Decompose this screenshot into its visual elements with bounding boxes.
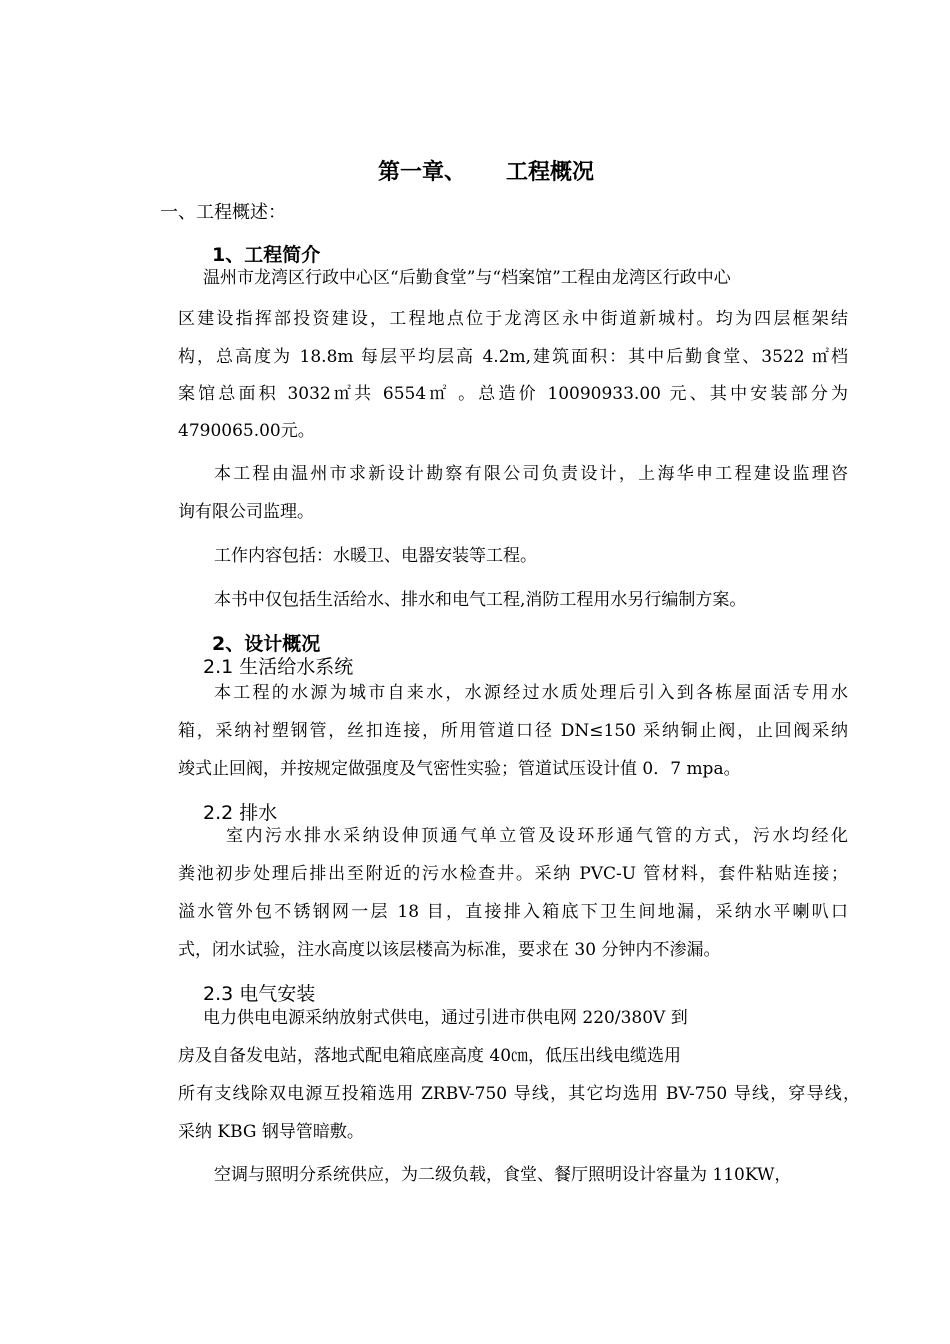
chapter-number: 第一章、 (378, 160, 467, 185)
chapter-name: 工程概况 (506, 160, 595, 185)
subsection-heading-overview: 1、工程简介 (212, 244, 321, 266)
paragraph-line: 室内污水排水采纳设伸顶通气单立管及设环形通气管的方式，污水均经化 (226, 826, 848, 846)
paragraph-line: 房及自备发电站，落地式配电箱底座高度 40㎝，低压出线电缆选用 (178, 1046, 682, 1066)
paragraph-line: 温州市龙湾区行政中心区“后勤食堂”与“档案馆”工程由龙湾区行政中心 (203, 268, 731, 288)
paragraph-line: 电力供电电源采纳放射式供电，通过引进市供电网 220/380V 到 (203, 1008, 688, 1028)
section-heading-electrical: 2.3 电气安装 (203, 983, 316, 1005)
paragraph-line: 本书中仅包括生活给水、排水和电气工程,消防工程用水另行编制方案。 (214, 590, 747, 610)
paragraph-line: 所有支线除双电源互投箱选用 ZRBV-750 导线，其它均选用 BV-750 导线，穿导线， (178, 1084, 860, 1104)
paragraph-line: 本工程的水源为城市自来水，水源经过水质处理后引入到各栋屋面活专用水 (214, 683, 848, 703)
chapter-title (378, 160, 594, 186)
section-heading: 一、工程概述： (160, 202, 286, 223)
paragraph-line: 构，总高度为 18.8m 每层平均层高 4.2m,建筑面积：其中后勤食堂、3522 ㎡档 (178, 347, 848, 367)
paragraph-line: 询有限公司监理。 (178, 502, 314, 522)
paragraph-line: 式，闭水试验，注水高度以该层楼高为标准，要求在 30 分钟内不渗漏。 (178, 940, 721, 960)
paragraph-line: 箱，采纳衬塑钢管，丝扣连接，所用管道口径 DN≤150 采纳铜止阀，止回阀采纳 (178, 721, 848, 741)
paragraph-line: 本工程由温州市求新设计勘察有限公司负责设计，上海华申工程建设监理咨 (214, 464, 848, 484)
paragraph-line: 采纳 KBG 钢导管暗敷。 (178, 1122, 364, 1142)
section-heading-drainage: 2.2 排水 (203, 802, 278, 824)
paragraph-line: 空调与照明分系统供应，为二级负载，食堂、餐厅照明设计容量为 110KW， (214, 1165, 792, 1185)
paragraph-line: 工作内容包括：水暖卫、电器安装等工程。 (214, 546, 537, 566)
paragraph-line: 竣式止回阀，并按规定做强度及气密性实验；管道试压设计值 0．7 mpa。 (178, 759, 741, 779)
paragraph-line: 区建设指挥部投资建设，工程地点位于龙湾区永中街道新城村。均为四层框架结 (178, 309, 848, 329)
paragraph-line: 4790065.00元。 (178, 421, 315, 441)
paragraph-line: 案馆总面积 3032㎡共 6554㎡ 。总造价 10090933.00 元、其中安装部分为 (178, 384, 848, 404)
paragraph-line: 粪池初步处理后排出至附近的污水检查井。采纳 PVC-U 管材料，套件粘贴连接； (178, 864, 848, 884)
section-heading-water-supply: 2.1 生活给水系统 (203, 656, 354, 678)
paragraph-line: 溢水管外包不锈钢网一层 18 目，直接排入箱底下卫生间地漏，采纳水平喇叭口 (178, 902, 848, 922)
subsection-heading-design: 2、设计概况 (212, 633, 321, 655)
